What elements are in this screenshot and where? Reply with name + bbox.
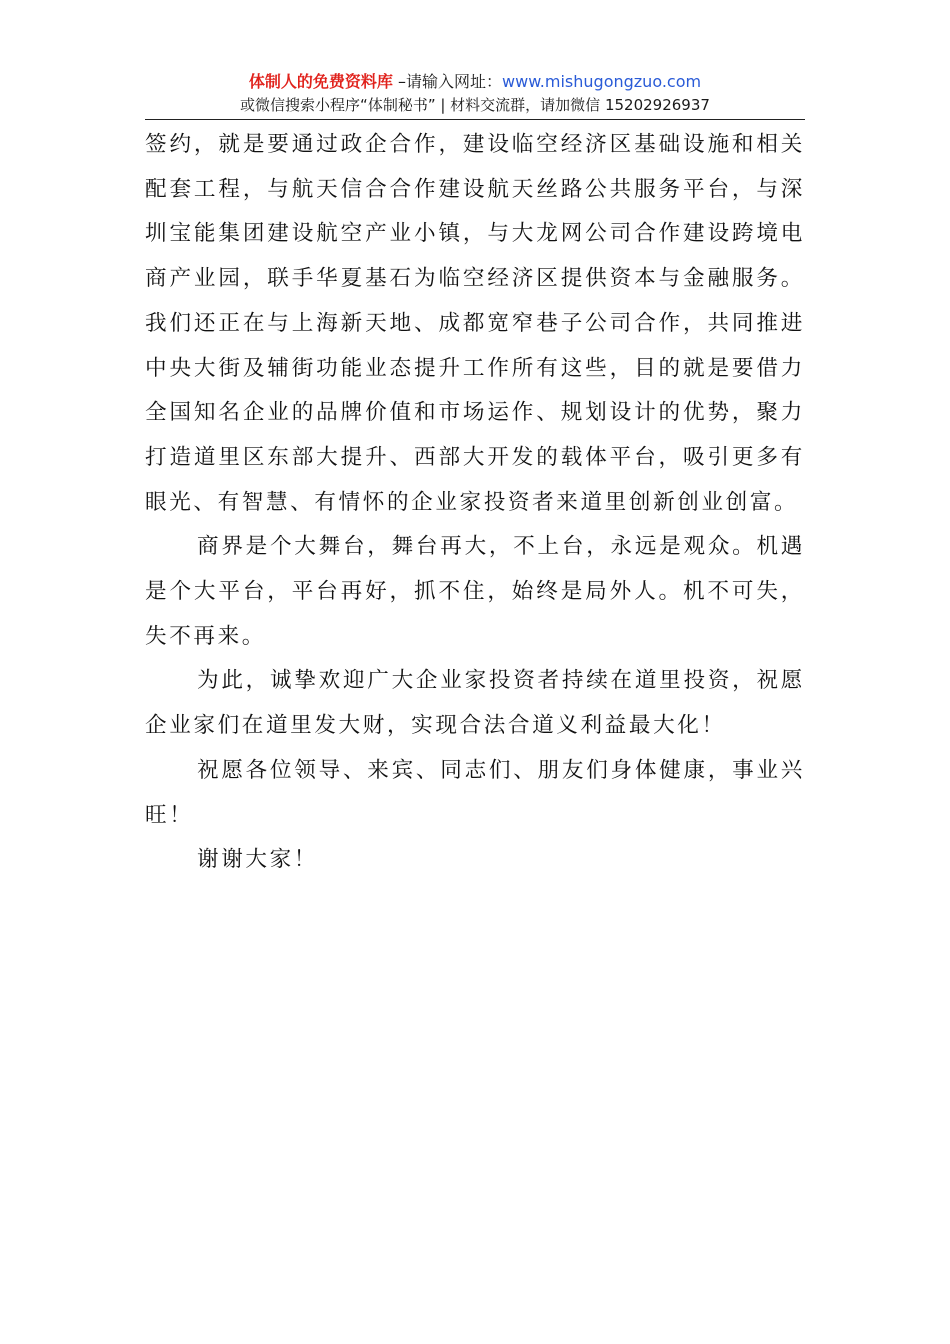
header-divider	[145, 119, 805, 120]
paragraph-2: 商界是个大舞台，舞台再大，不上台，永远是观众。机遇是个大平台，平台再好，抓不住，始终是局外人。机不可失，失不再来。	[145, 534, 805, 649]
paragraph-4: 祝愿各位领导、来宾、同志们、朋友们身体健康，事业兴旺！	[145, 757, 805, 828]
header-line-2: 或微信搜索小程序“体制秘书” | 材料交流群，请加微信 15202926937	[240, 96, 710, 114]
page-header	[145, 70, 805, 116]
url-prompt: –请输入网址：	[392, 72, 503, 91]
document-body	[145, 123, 805, 883]
paragraph-1: 签约，就是要通过政企合作，建设临空经济区基础设施和相关配套工程，与航天信合合作建设航天丝路公共服务平台，与深圳宝能集团建设航空产业小镇，与大龙网公司合作建设跨境电商产业园，联手华夏基石为临空经济区提供资本与金融服务。我们还正在与上海新天地、成都宽窄巷子公司合作，共同推进中央大街及辅街功能业态提升工作所有这些，目的就是要借力全国知名企业的品牌价值和市场运作、规划设计的优势，聚力打造道里区东部大提升、西部大开发的载体平台，吸引更多有眼光、有智慧、有情怀的企业家投资者来道里创新创业创富。	[145, 132, 805, 515]
website-link[interactable]: www.mishugongzuo.com	[502, 72, 702, 91]
brand-title: 体制人的免费资料库	[248, 72, 393, 91]
header-line-1	[145, 70, 805, 94]
paragraph-5: 谢谢大家！	[197, 847, 318, 873]
paragraph-3: 为此，诚挚欢迎广大企业家投资者持续在道里投资，祝愿企业家们在道里发大财，实现合法合道义利益最大化！	[145, 668, 805, 739]
